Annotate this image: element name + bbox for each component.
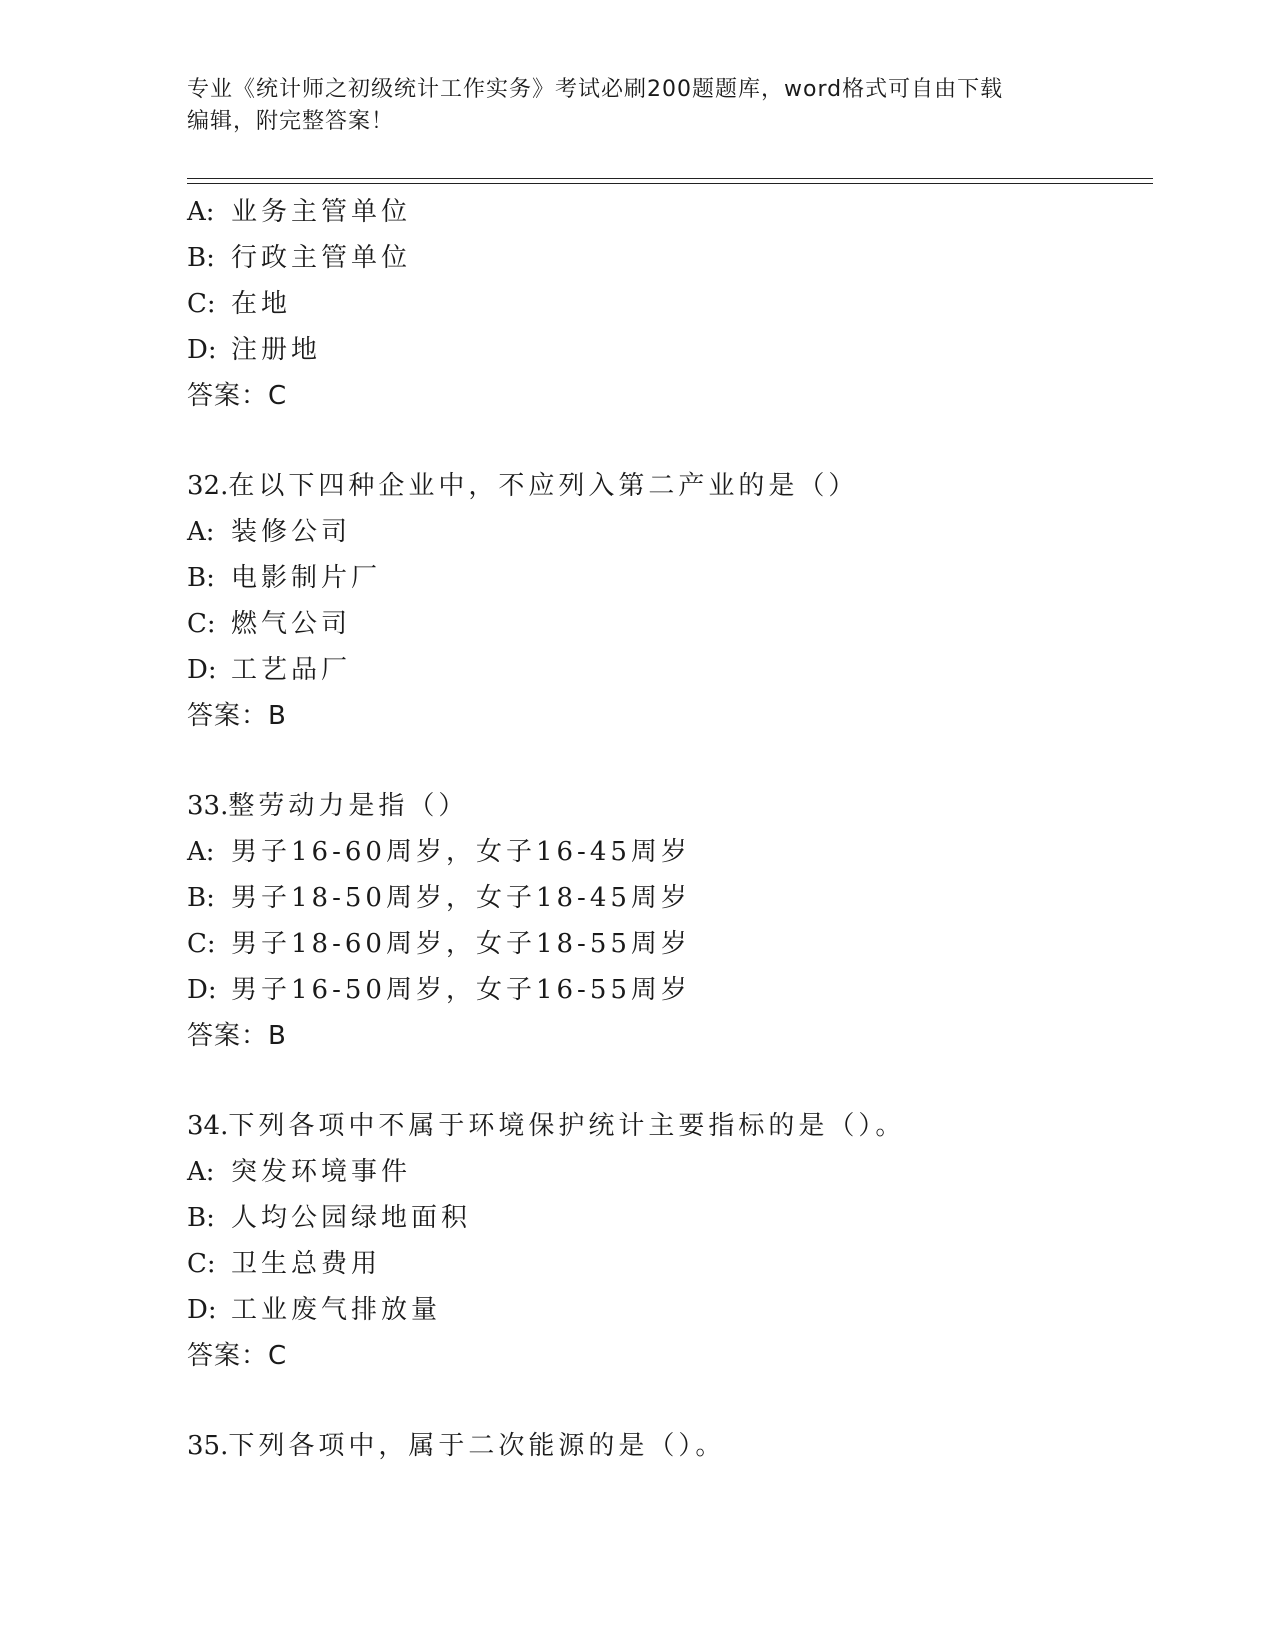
spacer (187, 1379, 1147, 1423)
header-divider-bottom (187, 183, 1153, 184)
header-title-line-2: 编辑，附完整答案！ (187, 109, 395, 134)
spacer (187, 739, 1147, 783)
answer-line: 答案：B (187, 1021, 287, 1051)
option-c: C: 在地 (187, 289, 292, 319)
question-number: 35. (187, 1431, 229, 1461)
option-c: C: 男子18-60周岁，女子18-55周岁 (187, 929, 691, 959)
question-block-35 (187, 1423, 1147, 1469)
document-header (187, 74, 1067, 138)
answer-line: 答案：B (187, 701, 287, 731)
question-stem: 34.下列各项中不属于环境保护统计主要指标的是（）。 (187, 1111, 906, 1141)
option-d: D: 注册地 (187, 335, 322, 365)
header-title-line-1: 专业《统计师之初级统计工作实务》考试必刷200题题库，word格式可自由下载 (187, 77, 1004, 102)
header-divider-top (187, 178, 1153, 179)
option-b: B: 行政主管单位 (187, 243, 412, 273)
option-c: C: 燃气公司 (187, 609, 352, 639)
question-stem: 35.下列各项中，属于二次能源的是（）。 (187, 1431, 726, 1461)
option-d: D: 男子16-50周岁，女子16-55周岁 (187, 975, 691, 1005)
question-list (187, 189, 1147, 1469)
option-a: A: 业务主管单位 (187, 197, 412, 227)
question-block-prev (187, 189, 1147, 419)
question-stem: 33.整劳动力是指（） (187, 791, 469, 821)
option-c: C: 卫生总费用 (187, 1249, 382, 1279)
question-block-32 (187, 463, 1147, 739)
option-a: A: 突发环境事件 (187, 1157, 412, 1187)
question-number: 32. (187, 471, 229, 501)
option-b: B: 男子18-50周岁，女子18-45周岁 (187, 883, 691, 913)
option-b: B: 人均公园绿地面积 (187, 1203, 472, 1233)
question-number: 34. (187, 1111, 229, 1141)
answer-line: 答案：C (187, 1341, 288, 1371)
spacer (187, 419, 1147, 463)
option-a: A: 男子16-60周岁，女子16-45周岁 (187, 837, 691, 867)
spacer (187, 1059, 1147, 1103)
question-block-33 (187, 783, 1147, 1059)
answer-line: 答案：C (187, 381, 288, 411)
option-d: D: 工艺品厂 (187, 655, 352, 685)
question-stem: 32.在以下四种企业中，不应列入第二产业的是（） (187, 471, 859, 501)
question-block-34 (187, 1103, 1147, 1379)
question-number: 33. (187, 791, 229, 821)
option-b: B: 电影制片厂 (187, 563, 382, 593)
option-d: D: 工业废气排放量 (187, 1295, 442, 1325)
option-a: A: 装修公司 (187, 517, 352, 547)
